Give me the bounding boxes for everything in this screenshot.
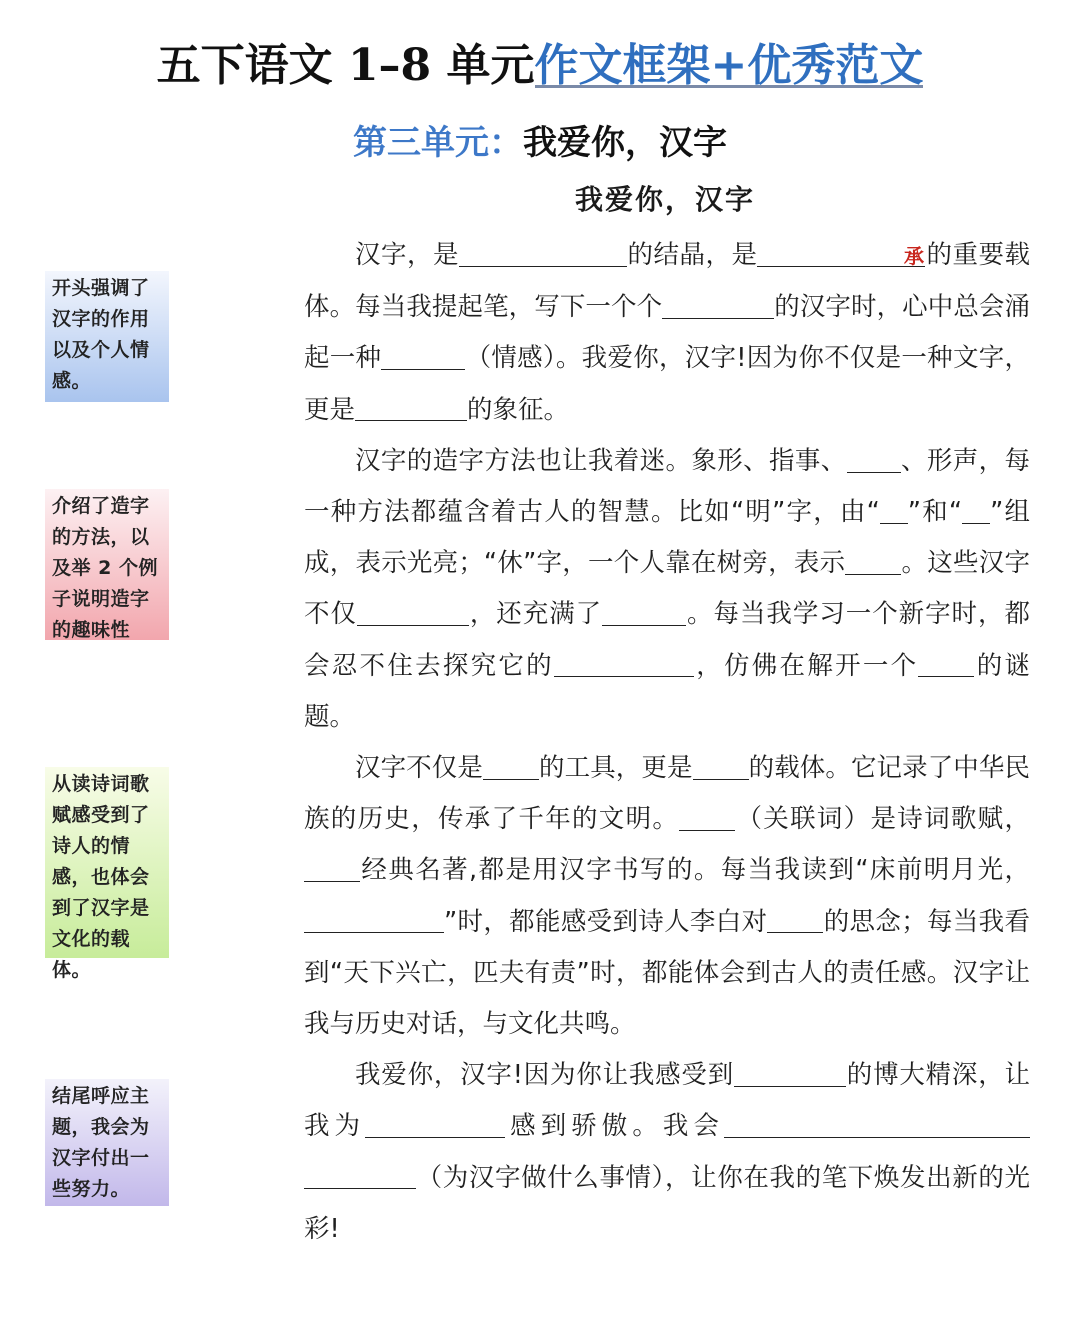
text-segment: 的汉字时，心中总会涌起一种: [304, 292, 1030, 374]
fill-blank: [304, 906, 444, 934]
text-segment: 的象征。: [467, 394, 570, 425]
fill-blank: [767, 906, 823, 934]
fill-blank: [304, 1162, 416, 1190]
text-segment: 汉字，是: [355, 240, 459, 270]
paragraph-2: [304, 436, 1030, 743]
fill-blank: [459, 239, 627, 267]
text-segment: 的工具，更是: [538, 753, 693, 784]
paragraph-1: [304, 230, 1030, 436]
fill-blank: [602, 598, 686, 626]
text-segment: 的载体。它记录了中华民族的历史，传承了千年的文明。: [304, 753, 1030, 835]
essay-title: 我爱你，汉字: [574, 183, 755, 216]
text-segment: 的思念；每当我看到“天下兴亡，匹夫有责”时，都能体会到古人的责任感。汉字让我与历史对话，与文化共鸣。: [304, 906, 1030, 1040]
note-opening: 开头强调了汉字的作用以及个人情感。: [45, 271, 169, 402]
text-segment: 。这些汉字不仅: [304, 548, 1030, 630]
fill-blank: [381, 342, 465, 370]
fill-blank: [662, 291, 774, 319]
text-segment: 的重要载体。每当我提起笔，写下一个个: [304, 240, 1030, 323]
note-character-methods: 介绍了造字的方法，以及举 2 个例子说明造字的趣味性: [45, 489, 169, 640]
fill-blank: [757, 239, 925, 267]
fill-blank: [962, 496, 990, 524]
fill-blank: [724, 1111, 1030, 1139]
text-segment: 汉字的造字方法也让我着迷。象形、指事、: [355, 445, 847, 476]
fill-blank: [918, 650, 974, 678]
fill-blank: [365, 1111, 505, 1139]
fill-blank: [357, 598, 469, 626]
paragraph-4: [304, 1050, 1030, 1255]
fill-blank: [845, 547, 901, 575]
note-poetry-culture: 从读诗词歌赋感受到了诗人的情感，也体会到了汉字是文化的载体。: [45, 767, 169, 958]
text-segment: 感到骄傲。我会: [505, 1111, 724, 1142]
text-segment: 汉字不仅是: [355, 753, 483, 784]
fill-blank: [847, 445, 901, 473]
essay-body: [304, 230, 1030, 1255]
text-segment: 的博大精深，让我为: [304, 1060, 1030, 1142]
text-segment: ，还充满了: [468, 599, 603, 630]
text-segment: （情感）。我爱你，汉字!因为你不仅是一种文字，更是: [304, 343, 1030, 425]
page-title-highlight: 作文框架+优秀范文: [534, 40, 924, 91]
text-segment: 的结晶，是: [627, 240, 758, 270]
text-segment: 、形声，每一种方法都蕴含着古人的智慧。比如“明”字，由“: [304, 445, 1030, 528]
unit-label: 第三单元：: [353, 123, 523, 163]
page-title: [0, 38, 1080, 94]
text-segment: 。每当我学习一个新字时，都会忍不住去探究它的: [304, 599, 1030, 681]
text-segment: ”和“: [907, 497, 963, 528]
page-title-main: 五下语文 1–8 单元: [156, 40, 535, 91]
text-segment: ”时，都能感受到诗人李白对: [444, 906, 768, 937]
unit-heading: [0, 120, 1080, 166]
text-segment: ”组成，表示光亮；“休”字，一个人靠在树旁，表示: [304, 497, 1031, 579]
fill-blank: [693, 752, 749, 780]
text-segment: （关联词）是诗词歌赋，: [735, 804, 1030, 835]
fill-blank: [483, 752, 539, 780]
text-segment: ，仿佛在解开一个: [693, 650, 919, 681]
fill-blank: [304, 854, 360, 882]
unit-theme: 我爱你，汉字: [523, 123, 727, 163]
red-annotation-mark: 承: [903, 244, 925, 268]
fill-blank: [554, 650, 694, 678]
note-ending: 结尾呼应主题，我会为汉字付出一些努力。: [45, 1079, 169, 1206]
text-segment: 经典名著,都是用汉字书写的。每当我读到“床前明月光，: [360, 855, 1030, 886]
paragraph-3: [304, 743, 1030, 1050]
text-segment: （为汉字做什么事情），让你在我的笔下焕发出新的光彩!: [304, 1162, 1030, 1244]
text-segment: 的谜题。: [304, 650, 1030, 732]
fill-blank: [880, 496, 908, 524]
text-segment: 我爱你，汉字!因为你让我感受到: [355, 1060, 734, 1091]
fill-blank: [734, 1059, 846, 1087]
fill-blank: [355, 394, 467, 422]
fill-blank: [679, 803, 735, 831]
